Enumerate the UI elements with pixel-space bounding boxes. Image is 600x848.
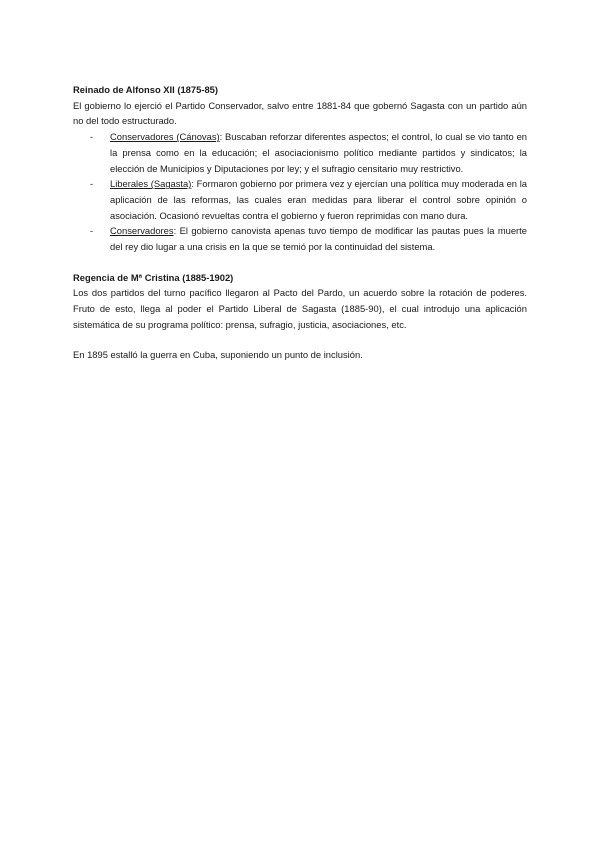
list-item-term: Conservadores — [110, 225, 174, 237]
section-heading-alfonso-xii: Reinado de Alfonso XII (1875-85) — [73, 84, 218, 95]
list-item-conservadores-canovas — [73, 129, 527, 176]
list-item-text: : Formaron gobierno por primera vez y ejercían una política muy moderada en la aplicación de las reformas, las cuales eran medidas para liberar el control sobre opinión o asociación. Ocasionó revueltas contra el gobierno y fueron reprimidas con mano dura. — [110, 178, 528, 221]
list-dash: - — [90, 225, 94, 237]
list-dash: - — [90, 131, 94, 143]
list-item-liberales-sagasta — [73, 176, 527, 223]
regencia-paragraph: Los dos partidos del turno pacífico llegaron al Pacto del Pardo, un acuerdo sobre la rotación de poderes. Fruto de esto, llega al poder el Partido Liberal de Sagasta (1885-90), el cual introdujo una aplicación sistemática de su programa político: prensa, sufragio, justicia, asociaciones, etc. — [73, 287, 527, 330]
list-item-term: Liberales (Sagasta) — [110, 178, 192, 190]
section-heading-regencia: Regencia de Mª Cristina (1885-1902) — [73, 271, 234, 283]
document-page — [73, 82, 527, 362]
list-item-term: Conservadores (Cánovas) — [110, 131, 220, 143]
closing-paragraph: En 1895 estalló la guerra en Cuba, suponiendo un punto de inclusión. — [73, 348, 363, 360]
section-intro-paragraph: El gobierno lo ejerció el Partido Conservador, salvo entre 1881-84 que gobernó Sagasta con un partido aún no del todo estructurado. — [73, 99, 527, 127]
list-item-conservadores — [73, 223, 527, 254]
party-list — [73, 129, 527, 255]
list-dash: - — [90, 178, 94, 190]
list-item-text: : El gobierno canovista apenas tuvo tiempo de modificar las pautas pues la muerte del rey dio lugar a una crisis en la que se temió por la continuidad del sistema. — [110, 225, 527, 253]
paragraph-spacer — [73, 333, 527, 347]
section-spacer — [73, 255, 527, 270]
list-item-text: : Buscaban reforzar diferentes aspectos; el control, lo cual se vio tanto en la prensa como en la educación; el asociacionismo político mediante partidos y sindicatos; la elección de Municipios y Diputaciones por ley; y el sufragio censitario muy restrictivo. — [110, 131, 527, 174]
